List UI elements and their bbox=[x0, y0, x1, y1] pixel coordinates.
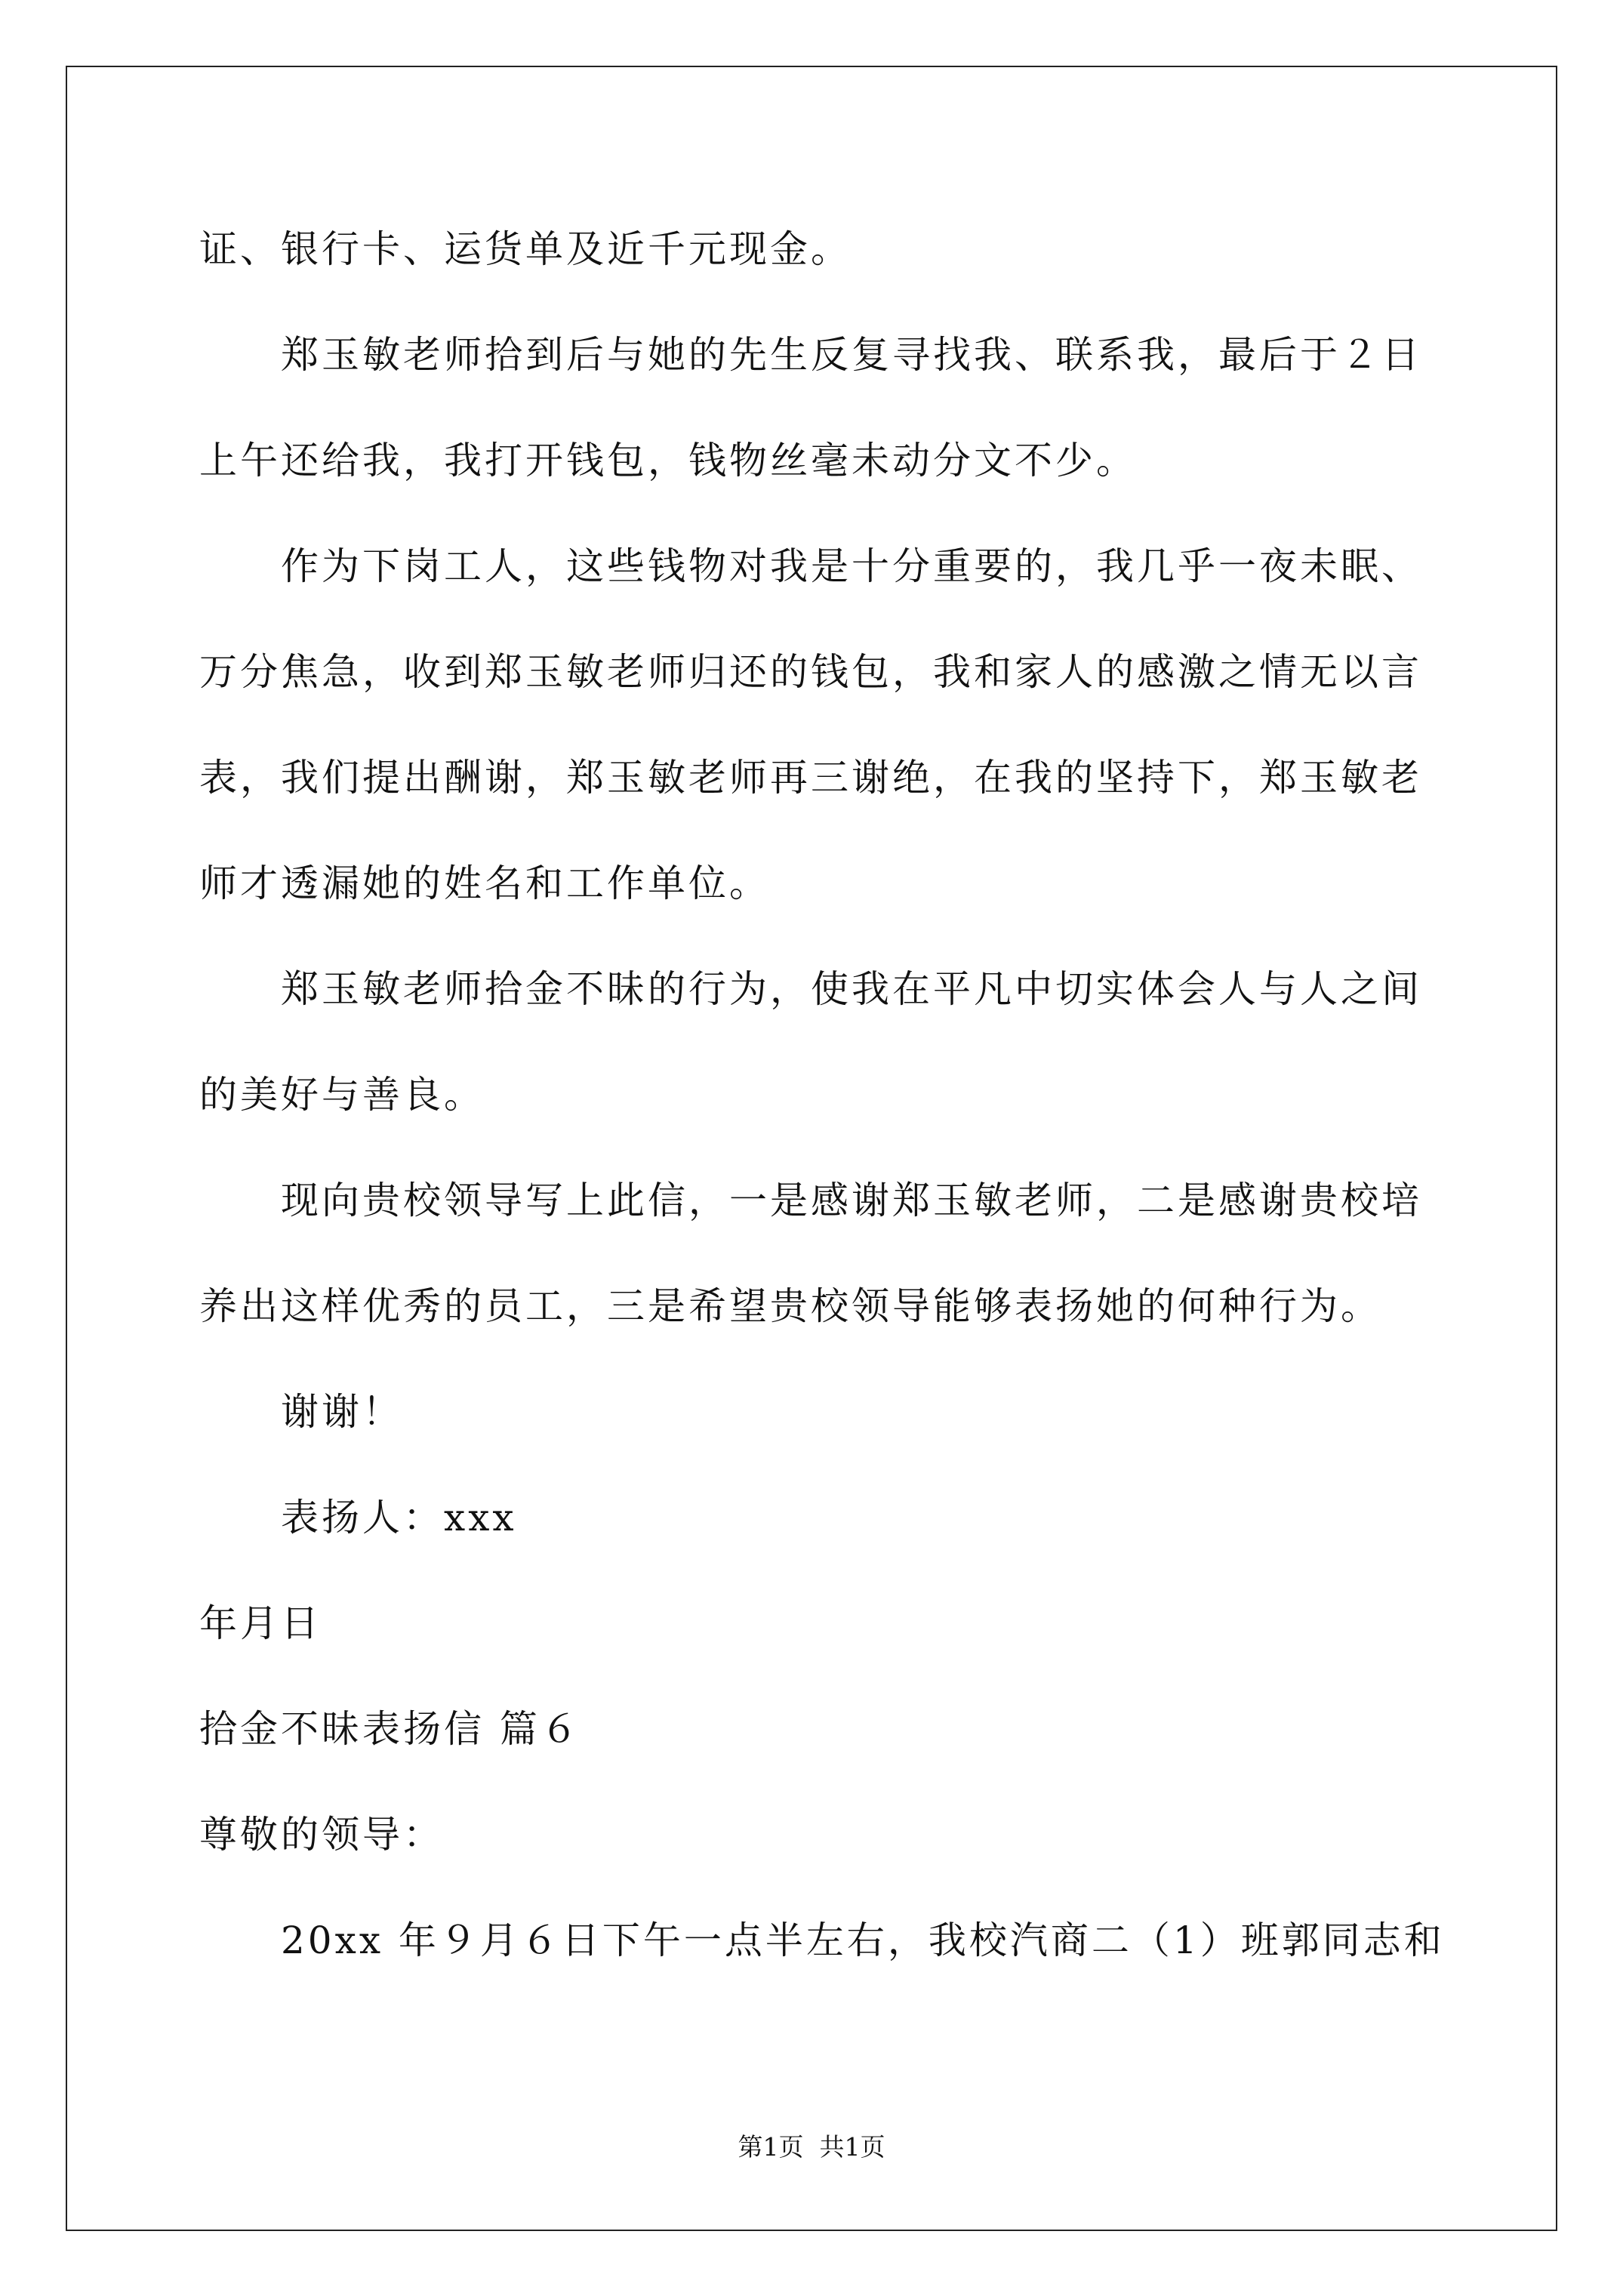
text-line: 谢谢！ bbox=[199, 1390, 403, 1434]
text-line: 师才透漏她的姓名和工作单位。 bbox=[199, 861, 770, 905]
text-line: 20xx 年９月６日下午一点半左右，我校汽商二（1）班郭同志和 bbox=[199, 1918, 1445, 1962]
signature-line: 表扬人：xxx bbox=[199, 1496, 517, 1539]
salutation: 尊敬的领导： bbox=[199, 1813, 444, 1857]
text-line: 上午还给我，我打开钱包，钱物丝毫未动分文不少。 bbox=[199, 439, 1137, 482]
text-line: 的美好与善良。 bbox=[199, 1073, 485, 1117]
date-line: 年月日 bbox=[199, 1601, 322, 1645]
text-line: 郑玉敏老师拾到后与她的先生反复寻找我、联系我，最后于２日 bbox=[199, 333, 1422, 377]
text-line: 表，我们提出酬谢，郑玉敏老师再三谢绝，在我的坚持下，郑玉敏老 bbox=[199, 756, 1422, 800]
text-line: 作为下岗工人，这些钱物对我是十分重要的，我几乎一夜未眠、 bbox=[199, 544, 1422, 588]
page-number: 第1页 共1页 bbox=[738, 2132, 885, 2162]
document-body bbox=[199, 196, 1445, 1993]
text-line: 郑玉敏老师拾金不昧的行为，使我在平凡中切实体会人与人之间 bbox=[199, 967, 1422, 1011]
text-line: 现向贵校领导写上此信，一是感谢郑玉敏老师，二是感谢贵校培 bbox=[199, 1179, 1422, 1222]
section-heading: 拾金不昧表扬信 篇６ bbox=[199, 1707, 581, 1751]
text-line: 证、银行卡、运货单及近千元现金。 bbox=[199, 227, 852, 271]
text-line: 万分焦急，收到郑玉敏老师归还的钱包，我和家人的感激之情无以言 bbox=[199, 650, 1422, 694]
text-line: 养出这样优秀的员工，三是希望贵校领导能够表扬她的何种行为。 bbox=[199, 1284, 1381, 1328]
